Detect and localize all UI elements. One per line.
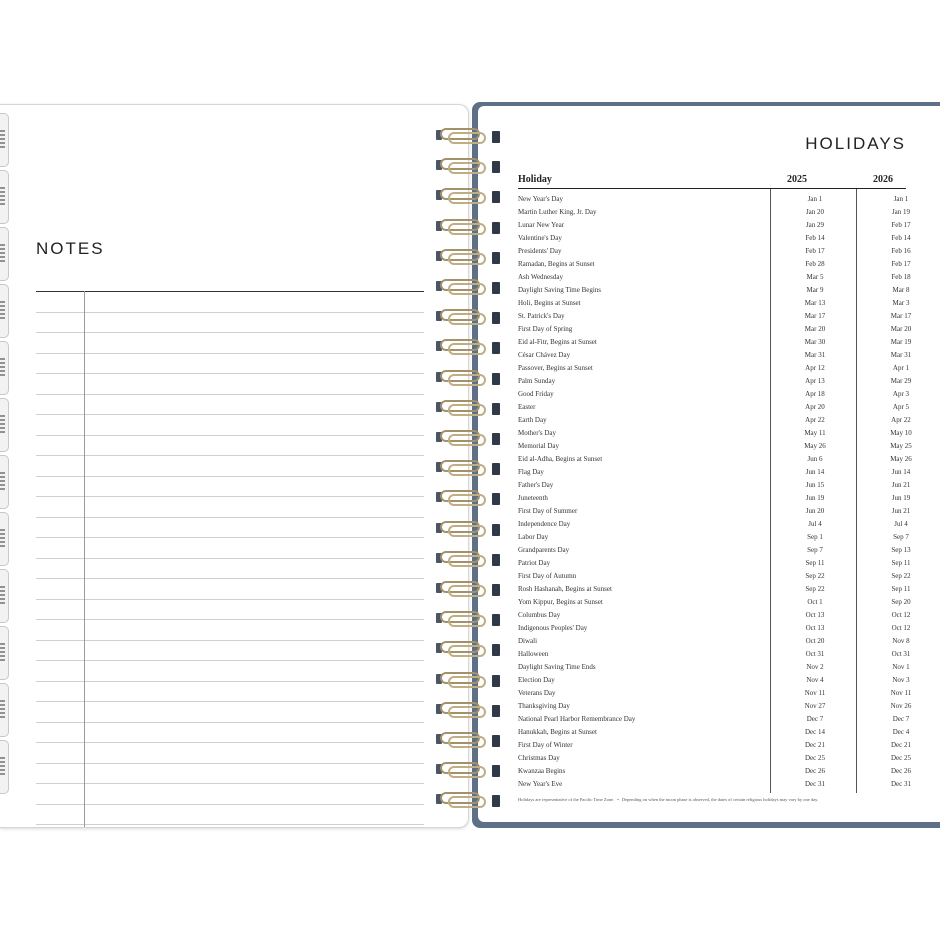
holiday-date-2025: Jun 15 xyxy=(805,481,825,489)
holiday-name: Grandparents Day xyxy=(518,546,570,554)
holiday-row xyxy=(518,297,910,310)
holiday-name: Eid al-Fitr, Begins at Sunset xyxy=(518,338,597,346)
holiday-name: Flag Day xyxy=(518,468,544,476)
holiday-row xyxy=(518,674,910,687)
note-line xyxy=(36,783,424,784)
holiday-name: Presidents' Day xyxy=(518,247,562,255)
month-tab-label-icon xyxy=(0,415,5,433)
spiral-coil-icon xyxy=(436,398,506,420)
holiday-row xyxy=(518,193,909,206)
month-tab[interactable] xyxy=(0,398,9,452)
holiday-date-2026: Nov 1 xyxy=(892,663,910,671)
holiday-date-2025: Feb 14 xyxy=(805,234,825,242)
holiday-date-2025: Nov 4 xyxy=(806,676,824,684)
holiday-date-2025: Sep 22 xyxy=(805,585,825,593)
holiday-name: Easter xyxy=(518,403,536,411)
holiday-row xyxy=(518,271,911,284)
holiday-date-2026: Mar 20 xyxy=(890,325,912,333)
table-body xyxy=(518,193,912,791)
holiday-row xyxy=(518,401,910,414)
holiday-date-2026: Feb 18 xyxy=(891,273,911,281)
footnote-moon-phase: Depending on when the moon phase is observed, the dates of certain religious holidays may vary by one day. xyxy=(621,797,819,802)
holiday-name: Eid al-Adha, Begins at Sunset xyxy=(518,455,603,463)
holiday-row xyxy=(518,323,912,336)
note-line xyxy=(36,701,424,702)
holiday-name: First Day of Winter xyxy=(518,741,573,749)
holiday-name: Thanksgiving Day xyxy=(518,702,570,710)
holiday-name: Ramadan, Begins at Sunset xyxy=(518,260,595,268)
holiday-date-2026: Mar 19 xyxy=(890,338,912,346)
note-line xyxy=(36,455,424,456)
note-line xyxy=(36,414,424,415)
holiday-date-2025: Sep 1 xyxy=(807,533,823,541)
holiday-name: Holi, Begins at Sunset xyxy=(518,299,581,307)
holiday-row xyxy=(518,518,906,531)
holiday-date-2025: Oct 13 xyxy=(805,624,825,632)
holiday-date-2026: Feb 14 xyxy=(891,234,911,242)
note-line xyxy=(36,660,424,661)
month-tab-label-icon xyxy=(0,301,5,319)
spiral-coil-icon xyxy=(436,700,506,722)
holiday-date-2025: Sep 22 xyxy=(805,572,825,580)
month-tab[interactable] xyxy=(0,170,9,224)
holiday-date-2026: Nov 3 xyxy=(892,676,910,684)
holiday-date-2025: Mar 13 xyxy=(804,299,826,307)
holiday-date-2026: Jun 21 xyxy=(891,481,911,489)
holiday-name: Valentine's Day xyxy=(518,234,562,242)
holiday-date-2026: May 10 xyxy=(890,429,912,437)
spiral-coil-icon xyxy=(436,368,506,390)
spiral-coil-icon xyxy=(436,186,506,208)
holiday-name: Lunar New Year xyxy=(518,221,565,229)
holiday-date-2025: Feb 28 xyxy=(805,260,825,268)
holiday-date-2026: Dec 21 xyxy=(890,741,912,749)
holiday-row xyxy=(518,765,912,778)
holiday-row xyxy=(518,622,911,635)
holiday-row xyxy=(518,388,910,401)
holiday-row xyxy=(518,557,911,570)
holiday-name: Labor Day xyxy=(518,533,549,541)
holiday-name: First Day of Summer xyxy=(518,507,578,515)
spiral-coil-icon xyxy=(436,488,506,510)
holiday-date-2026: Dec 25 xyxy=(890,754,912,762)
holiday-row xyxy=(518,362,910,375)
holiday-row xyxy=(518,583,911,596)
month-tab-label-icon xyxy=(0,244,5,262)
holiday-name: Election Day xyxy=(518,676,555,684)
spiral-coil-icon xyxy=(436,277,506,299)
holiday-date-2026: Feb 17 xyxy=(891,260,911,268)
holiday-name: National Pearl Harbor Remembrance Day xyxy=(518,715,636,723)
spiral-coil-icon xyxy=(436,519,506,541)
holiday-name: Daylight Saving Time Ends xyxy=(518,663,596,671)
spiral-coil-icon xyxy=(436,307,506,329)
holiday-date-2026: Apr 3 xyxy=(892,390,910,398)
holiday-date-2025: Apr 22 xyxy=(805,416,825,424)
holiday-row xyxy=(518,713,910,726)
holiday-name: Martin Luther King, Jr. Day xyxy=(518,208,597,216)
holiday-date-2026: Nov 26 xyxy=(890,702,912,710)
month-tab[interactable] xyxy=(0,626,9,680)
holiday-date-2026: Oct 12 xyxy=(891,624,911,632)
holiday-date-2025: Jan 20 xyxy=(805,208,825,216)
holiday-date-2026: May 26 xyxy=(890,455,912,463)
holiday-date-2026: Sep 20 xyxy=(891,598,911,606)
holidays-page xyxy=(478,106,940,822)
note-line xyxy=(36,619,424,620)
month-tab-label-icon xyxy=(0,757,5,775)
holiday-row xyxy=(518,531,909,544)
holiday-date-2025: Nov 11 xyxy=(804,689,826,697)
holiday-row xyxy=(518,570,911,583)
month-tab[interactable] xyxy=(0,683,9,737)
holiday-row xyxy=(518,453,912,466)
note-line xyxy=(36,332,424,333)
holidays-title: HOLIDAYS xyxy=(805,134,906,153)
holiday-row xyxy=(518,245,911,258)
note-line xyxy=(36,640,424,641)
holiday-date-2025: Jan 1 xyxy=(807,195,823,203)
holiday-name: Ash Wednesday xyxy=(518,273,563,281)
spiral-coil-icon xyxy=(436,156,506,178)
note-line xyxy=(36,476,424,477)
holiday-name: Yom Kippur, Begins at Sunset xyxy=(518,598,603,606)
holiday-date-2026: Nov 11 xyxy=(890,689,912,697)
holiday-date-2026: Apr 1 xyxy=(892,364,910,372)
holiday-row xyxy=(518,752,912,765)
holiday-date-2026: Dec 26 xyxy=(890,767,912,775)
notes-title: NOTES xyxy=(36,239,105,258)
column-header-holiday: Holiday xyxy=(518,174,552,185)
month-tab[interactable] xyxy=(0,740,9,794)
holiday-row xyxy=(518,232,911,245)
holiday-date-2026: Feb 16 xyxy=(891,247,911,255)
column-header-2025: 2025 xyxy=(787,174,807,185)
column-header-2026: 2026 xyxy=(873,174,893,185)
holiday-date-2025: Dec 25 xyxy=(804,754,826,762)
holiday-row xyxy=(518,609,911,622)
month-tab-label-icon xyxy=(0,643,5,661)
holiday-name: Juneteenth xyxy=(518,494,548,502)
spiral-coil-icon xyxy=(436,639,506,661)
holiday-name: Halloween xyxy=(518,650,549,658)
holiday-date-2025: Oct 31 xyxy=(805,650,825,658)
note-line xyxy=(36,537,424,538)
holiday-name: Kwanzaa Begins xyxy=(518,767,566,775)
holiday-date-2026: Jun 21 xyxy=(891,507,911,515)
holiday-date-2025: Apr 18 xyxy=(805,390,825,398)
holiday-name: Memorial Day xyxy=(518,442,560,450)
note-line xyxy=(36,599,424,600)
holiday-date-2025: Mar 30 xyxy=(804,338,826,346)
holiday-date-2026: Jun 14 xyxy=(891,468,911,476)
holiday-date-2025: Apr 12 xyxy=(805,364,825,372)
spiral-coil-icon xyxy=(436,337,506,359)
holidays-table xyxy=(518,174,912,791)
spiral-coil-icon xyxy=(436,549,506,571)
note-line xyxy=(36,742,424,743)
holiday-name: Patriot Day xyxy=(518,559,551,567)
month-tab-label-icon xyxy=(0,130,5,148)
holiday-name: Veterans Day xyxy=(518,689,556,697)
holiday-date-2026: Jul 4 xyxy=(894,520,908,528)
holiday-date-2026: May 25 xyxy=(890,442,912,450)
month-tab[interactable] xyxy=(0,284,9,338)
holiday-name: New Year's Eve xyxy=(518,780,563,788)
holiday-row xyxy=(518,440,912,453)
holiday-date-2026: Sep 11 xyxy=(891,585,911,593)
holiday-date-2025: Jun 14 xyxy=(805,468,825,476)
holiday-name: Hanukkah, Begins at Sunset xyxy=(518,728,597,736)
note-line xyxy=(36,435,424,436)
holiday-date-2025: Jun 20 xyxy=(805,507,825,515)
holiday-row xyxy=(518,635,910,648)
holiday-row xyxy=(518,375,912,388)
holiday-name: Independence Day xyxy=(518,520,571,528)
holiday-row xyxy=(518,466,911,479)
holiday-date-2025: Apr 13 xyxy=(805,377,825,385)
holiday-row xyxy=(518,479,911,492)
bullet-icon: • xyxy=(617,797,619,802)
holiday-name: New Year's Day xyxy=(518,195,564,203)
holiday-name: Christmas Day xyxy=(518,754,560,762)
holiday-date-2025: Jun 19 xyxy=(805,494,825,502)
holiday-row xyxy=(518,778,912,791)
holiday-date-2026: Mar 29 xyxy=(890,377,912,385)
holiday-date-2026: Jun 19 xyxy=(891,494,911,502)
holiday-date-2025: Sep 11 xyxy=(805,559,825,567)
holiday-date-2026: Sep 22 xyxy=(891,572,911,580)
holiday-name: Daylight Saving Time Begins xyxy=(518,286,602,294)
holiday-date-2026: Apr 22 xyxy=(891,416,911,424)
holiday-date-2025: Mar 20 xyxy=(804,325,826,333)
spiral-coil-icon xyxy=(436,428,506,450)
holiday-row xyxy=(518,661,910,674)
month-tab-label-icon xyxy=(0,187,5,205)
holiday-row xyxy=(518,258,911,271)
holiday-name: Mother's Day xyxy=(518,429,557,437)
spiral-coil-icon xyxy=(436,760,506,782)
holiday-row xyxy=(518,687,912,700)
holiday-date-2026: Mar 17 xyxy=(890,312,912,320)
holiday-name: Rosh Hashanah, Begins at Sunset xyxy=(518,585,612,593)
holiday-row xyxy=(518,310,912,323)
spiral-coil-icon xyxy=(436,126,506,148)
holiday-date-2025: Oct 1 xyxy=(807,598,823,606)
holiday-date-2026: Oct 12 xyxy=(891,611,911,619)
month-tab[interactable] xyxy=(0,227,9,281)
holiday-row xyxy=(518,427,912,440)
holiday-row xyxy=(518,596,911,609)
holiday-date-2025: Dec 31 xyxy=(804,780,826,788)
note-line xyxy=(36,312,424,313)
spiral-coil-icon xyxy=(436,790,506,812)
note-line xyxy=(36,558,424,559)
note-line xyxy=(36,373,424,374)
note-line xyxy=(36,578,424,579)
spiral-coil-icon xyxy=(436,217,506,239)
spiral-coil-icon xyxy=(436,458,506,480)
note-line xyxy=(36,496,424,497)
holiday-row xyxy=(518,336,912,349)
holiday-name: Diwali xyxy=(518,637,538,645)
notes-margin-rule xyxy=(84,291,85,828)
table-header xyxy=(518,174,906,189)
holiday-name: Indigenous Peoples' Day xyxy=(518,624,588,632)
holiday-row xyxy=(518,544,911,557)
holiday-name: Passover, Begins at Sunset xyxy=(518,364,593,372)
holiday-date-2026: Sep 11 xyxy=(891,559,911,567)
holiday-row xyxy=(518,284,910,297)
holiday-date-2026: Mar 3 xyxy=(892,299,910,307)
note-line xyxy=(36,804,424,805)
holiday-date-2026: Jan 19 xyxy=(891,208,911,216)
holiday-row xyxy=(518,726,910,739)
spiral-coil-icon xyxy=(436,579,506,601)
holiday-name: St. Patrick's Day xyxy=(518,312,565,320)
notes-lines xyxy=(36,291,424,828)
holiday-date-2025: Jun 6 xyxy=(807,455,823,463)
holiday-date-2025: Feb 17 xyxy=(805,247,825,255)
holiday-date-2025: Dec 14 xyxy=(804,728,826,736)
holiday-date-2026: Nov 8 xyxy=(892,637,910,645)
holiday-date-2025: Apr 20 xyxy=(805,403,825,411)
holiday-row xyxy=(518,700,912,713)
month-tab-label-icon xyxy=(0,529,5,547)
holiday-date-2025: Dec 7 xyxy=(806,715,824,723)
spiral-coil-icon xyxy=(436,670,506,692)
note-line xyxy=(36,353,424,354)
holiday-date-2026: Dec 31 xyxy=(890,780,912,788)
spiral-coil-icon xyxy=(436,247,506,269)
holiday-row xyxy=(518,648,911,661)
holiday-date-2026: Sep 13 xyxy=(891,546,911,554)
holiday-name: First Day of Autumn xyxy=(518,572,577,580)
holiday-date-2025: Nov 2 xyxy=(806,663,824,671)
holiday-date-2025: May 26 xyxy=(804,442,826,450)
holiday-date-2026: Mar 31 xyxy=(890,351,912,359)
holiday-row xyxy=(518,206,911,219)
holiday-row xyxy=(518,492,911,505)
holiday-name: Columbus Day xyxy=(518,611,561,619)
note-line xyxy=(36,824,424,825)
holiday-date-2025: Oct 13 xyxy=(805,611,825,619)
note-line xyxy=(36,722,424,723)
holiday-row xyxy=(518,349,912,362)
holiday-date-2025: Jul 4 xyxy=(808,520,822,528)
holiday-name: First Day of Spring xyxy=(518,325,573,333)
holiday-date-2025: May 11 xyxy=(804,429,826,437)
holiday-date-2026: Jan 1 xyxy=(893,195,909,203)
holiday-name: Father's Day xyxy=(518,481,554,489)
holiday-date-2025: Mar 5 xyxy=(806,273,824,281)
holiday-row xyxy=(518,505,911,518)
month-tab[interactable] xyxy=(0,341,9,395)
footnote xyxy=(518,797,918,802)
note-line xyxy=(36,517,424,518)
holiday-date-2026: Sep 7 xyxy=(893,533,909,541)
notes-lined-area[interactable] xyxy=(36,291,424,828)
month-tab[interactable] xyxy=(0,113,9,167)
holiday-name: Good Friday xyxy=(518,390,554,398)
spiral-coil-icon xyxy=(436,730,506,752)
spiral-binding xyxy=(436,126,506,816)
holiday-row xyxy=(518,414,911,427)
holiday-date-2026: Feb 17 xyxy=(891,221,911,229)
holiday-name: Earth Day xyxy=(518,416,547,424)
holiday-date-2025: Sep 7 xyxy=(807,546,823,554)
month-tab[interactable] xyxy=(0,569,9,623)
holiday-date-2025: Nov 27 xyxy=(804,702,826,710)
month-tabs xyxy=(0,113,10,813)
month-tab[interactable] xyxy=(0,512,9,566)
holiday-row xyxy=(518,739,912,752)
holiday-date-2025: Dec 26 xyxy=(804,767,826,775)
month-tab[interactable] xyxy=(0,455,9,509)
note-line xyxy=(36,681,424,682)
footnote-time-zone: Holidays are representative of the Pacific Time Zone. xyxy=(518,797,615,802)
holiday-date-2025: Oct 20 xyxy=(805,637,825,645)
holiday-name: Palm Sunday xyxy=(518,377,556,385)
holiday-date-2025: Jan 29 xyxy=(805,221,825,229)
note-line xyxy=(36,394,424,395)
notes-page xyxy=(0,104,469,828)
spiral-coil-icon xyxy=(436,609,506,631)
month-tab-label-icon xyxy=(0,586,5,604)
month-tab-label-icon xyxy=(0,472,5,490)
holiday-name: César Chávez Day xyxy=(518,351,571,359)
month-tab-label-icon xyxy=(0,700,5,718)
holiday-date-2026: Oct 31 xyxy=(891,650,911,658)
holiday-row xyxy=(518,219,911,232)
holiday-date-2025: Mar 31 xyxy=(804,351,826,359)
note-line xyxy=(36,763,424,764)
holiday-date-2026: Mar 8 xyxy=(892,286,910,294)
holiday-date-2026: Dec 4 xyxy=(892,728,910,736)
month-tab-label-icon xyxy=(0,358,5,376)
holiday-date-2025: Dec 21 xyxy=(804,741,826,749)
holiday-date-2025: Mar 9 xyxy=(806,286,824,294)
holiday-date-2025: Mar 17 xyxy=(804,312,826,320)
holiday-date-2026: Apr 5 xyxy=(892,403,910,411)
holiday-date-2026: Dec 7 xyxy=(892,715,910,723)
